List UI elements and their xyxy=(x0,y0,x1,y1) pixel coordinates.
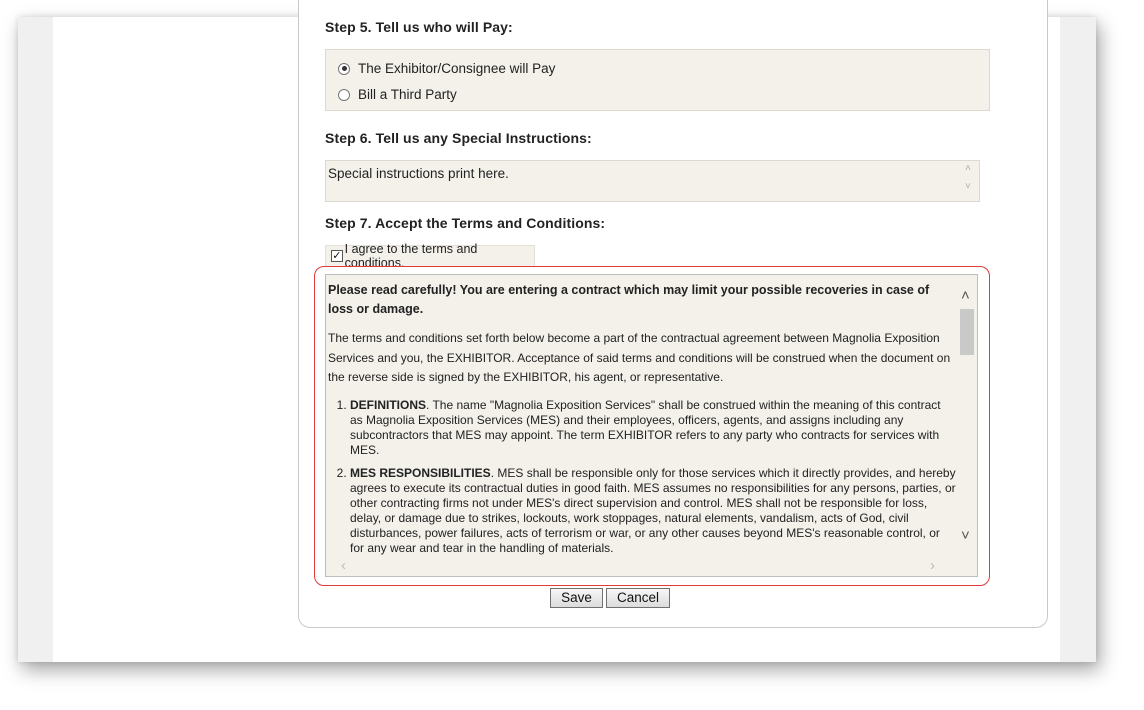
radio-third-party[interactable] xyxy=(338,87,457,102)
terms-intro: The terms and conditions set forth below become a part of the contractual agreement between Magnolia Exposition Services and you, the EXHIBITOR. Acceptance of said terms and conditions will be construed when the document on the reverse side is signed by the EXHIBITOR, his agent, or representative. xyxy=(328,331,951,384)
horizontal-scrollbar[interactable] xyxy=(326,557,958,576)
step5-heading: Step 5. Tell us who will Pay: xyxy=(325,19,513,35)
vertical-scrollbar[interactable] xyxy=(958,275,977,557)
payer-options xyxy=(325,49,990,111)
agree-terms-control[interactable] xyxy=(325,242,535,270)
screenshot-frame xyxy=(18,17,1096,662)
page xyxy=(53,17,1060,662)
agree-label: I agree to the terms and conditions. xyxy=(344,242,478,270)
clause-text: . MES shall be responsible only for those services which it directly provides, and hereby agrees to execute its contractual duties in good faith. MES assumes no responsibilities for any persons, parties, or other contracting firms not under MES's direct supervision and control. MES shall not be responsible for loss, delay, or damage due to strikes, lockouts, work stoppages, natural elements, vandalism, acts of God, civil disturbances, power failures, acts of terrorism or war, or any other causes beyond MES's reasonable control, or for any wear and tear in the handling of materials. xyxy=(350,465,956,555)
instructions-scrollbar[interactable] xyxy=(961,161,979,201)
chevron-left-icon[interactable]: ‹ xyxy=(341,557,346,574)
clause-title: DEFINITIONS xyxy=(350,397,427,412)
chevron-right-icon[interactable]: › xyxy=(930,557,935,574)
scrollbar-thumb[interactable] xyxy=(960,309,974,355)
special-instructions-value: Special instructions print here. xyxy=(328,166,509,181)
radio-label: Bill a Third Party xyxy=(358,87,457,102)
chevron-down-icon[interactable]: ˅ xyxy=(961,527,970,544)
radio-unselected-icon[interactable] xyxy=(338,89,350,101)
terms-scroll-box[interactable] xyxy=(325,274,978,577)
cancel-button[interactable]: Cancel xyxy=(606,588,670,608)
chevron-up-icon[interactable]: ˄ xyxy=(965,163,971,174)
step7-heading: Step 7. Accept the Terms and Conditions: xyxy=(325,215,606,231)
terms-content xyxy=(328,281,956,564)
terms-clause xyxy=(350,466,956,556)
terms-warning: Please read carefully! You are entering a contract which may limit your possible recoveries in case of loss or damage. xyxy=(328,283,930,316)
save-button[interactable]: Save xyxy=(550,588,603,608)
clause-title: MES RESPONSIBILITIES xyxy=(350,465,491,480)
special-instructions-field[interactable] xyxy=(325,160,980,202)
chevron-down-icon[interactable]: ˅ xyxy=(965,181,971,192)
radio-selected-icon[interactable] xyxy=(338,63,350,75)
terms-clauses xyxy=(328,398,956,556)
right-margin xyxy=(1060,17,1096,662)
left-margin xyxy=(18,17,53,662)
radio-label: The Exhibitor/Consignee will Pay xyxy=(358,61,556,76)
radio-exhibitor-pays[interactable] xyxy=(338,61,555,76)
chevron-up-icon[interactable]: ˄ xyxy=(961,287,970,304)
clause-text: . The name "Magnolia Exposition Services" shall be construed within the meaning of this contract as Magnolia Exposition Services (MES) and their employees, officers, agents, and assigns including any subcontractors that MES may appoint. The term EXHIBITOR refers to any party who contracts for services with MES. xyxy=(350,397,941,457)
step6-heading: Step 6. Tell us any Special Instructions: xyxy=(325,130,592,146)
agree-checkbox[interactable]: ✓ xyxy=(332,250,342,262)
terms-clause xyxy=(350,398,956,458)
